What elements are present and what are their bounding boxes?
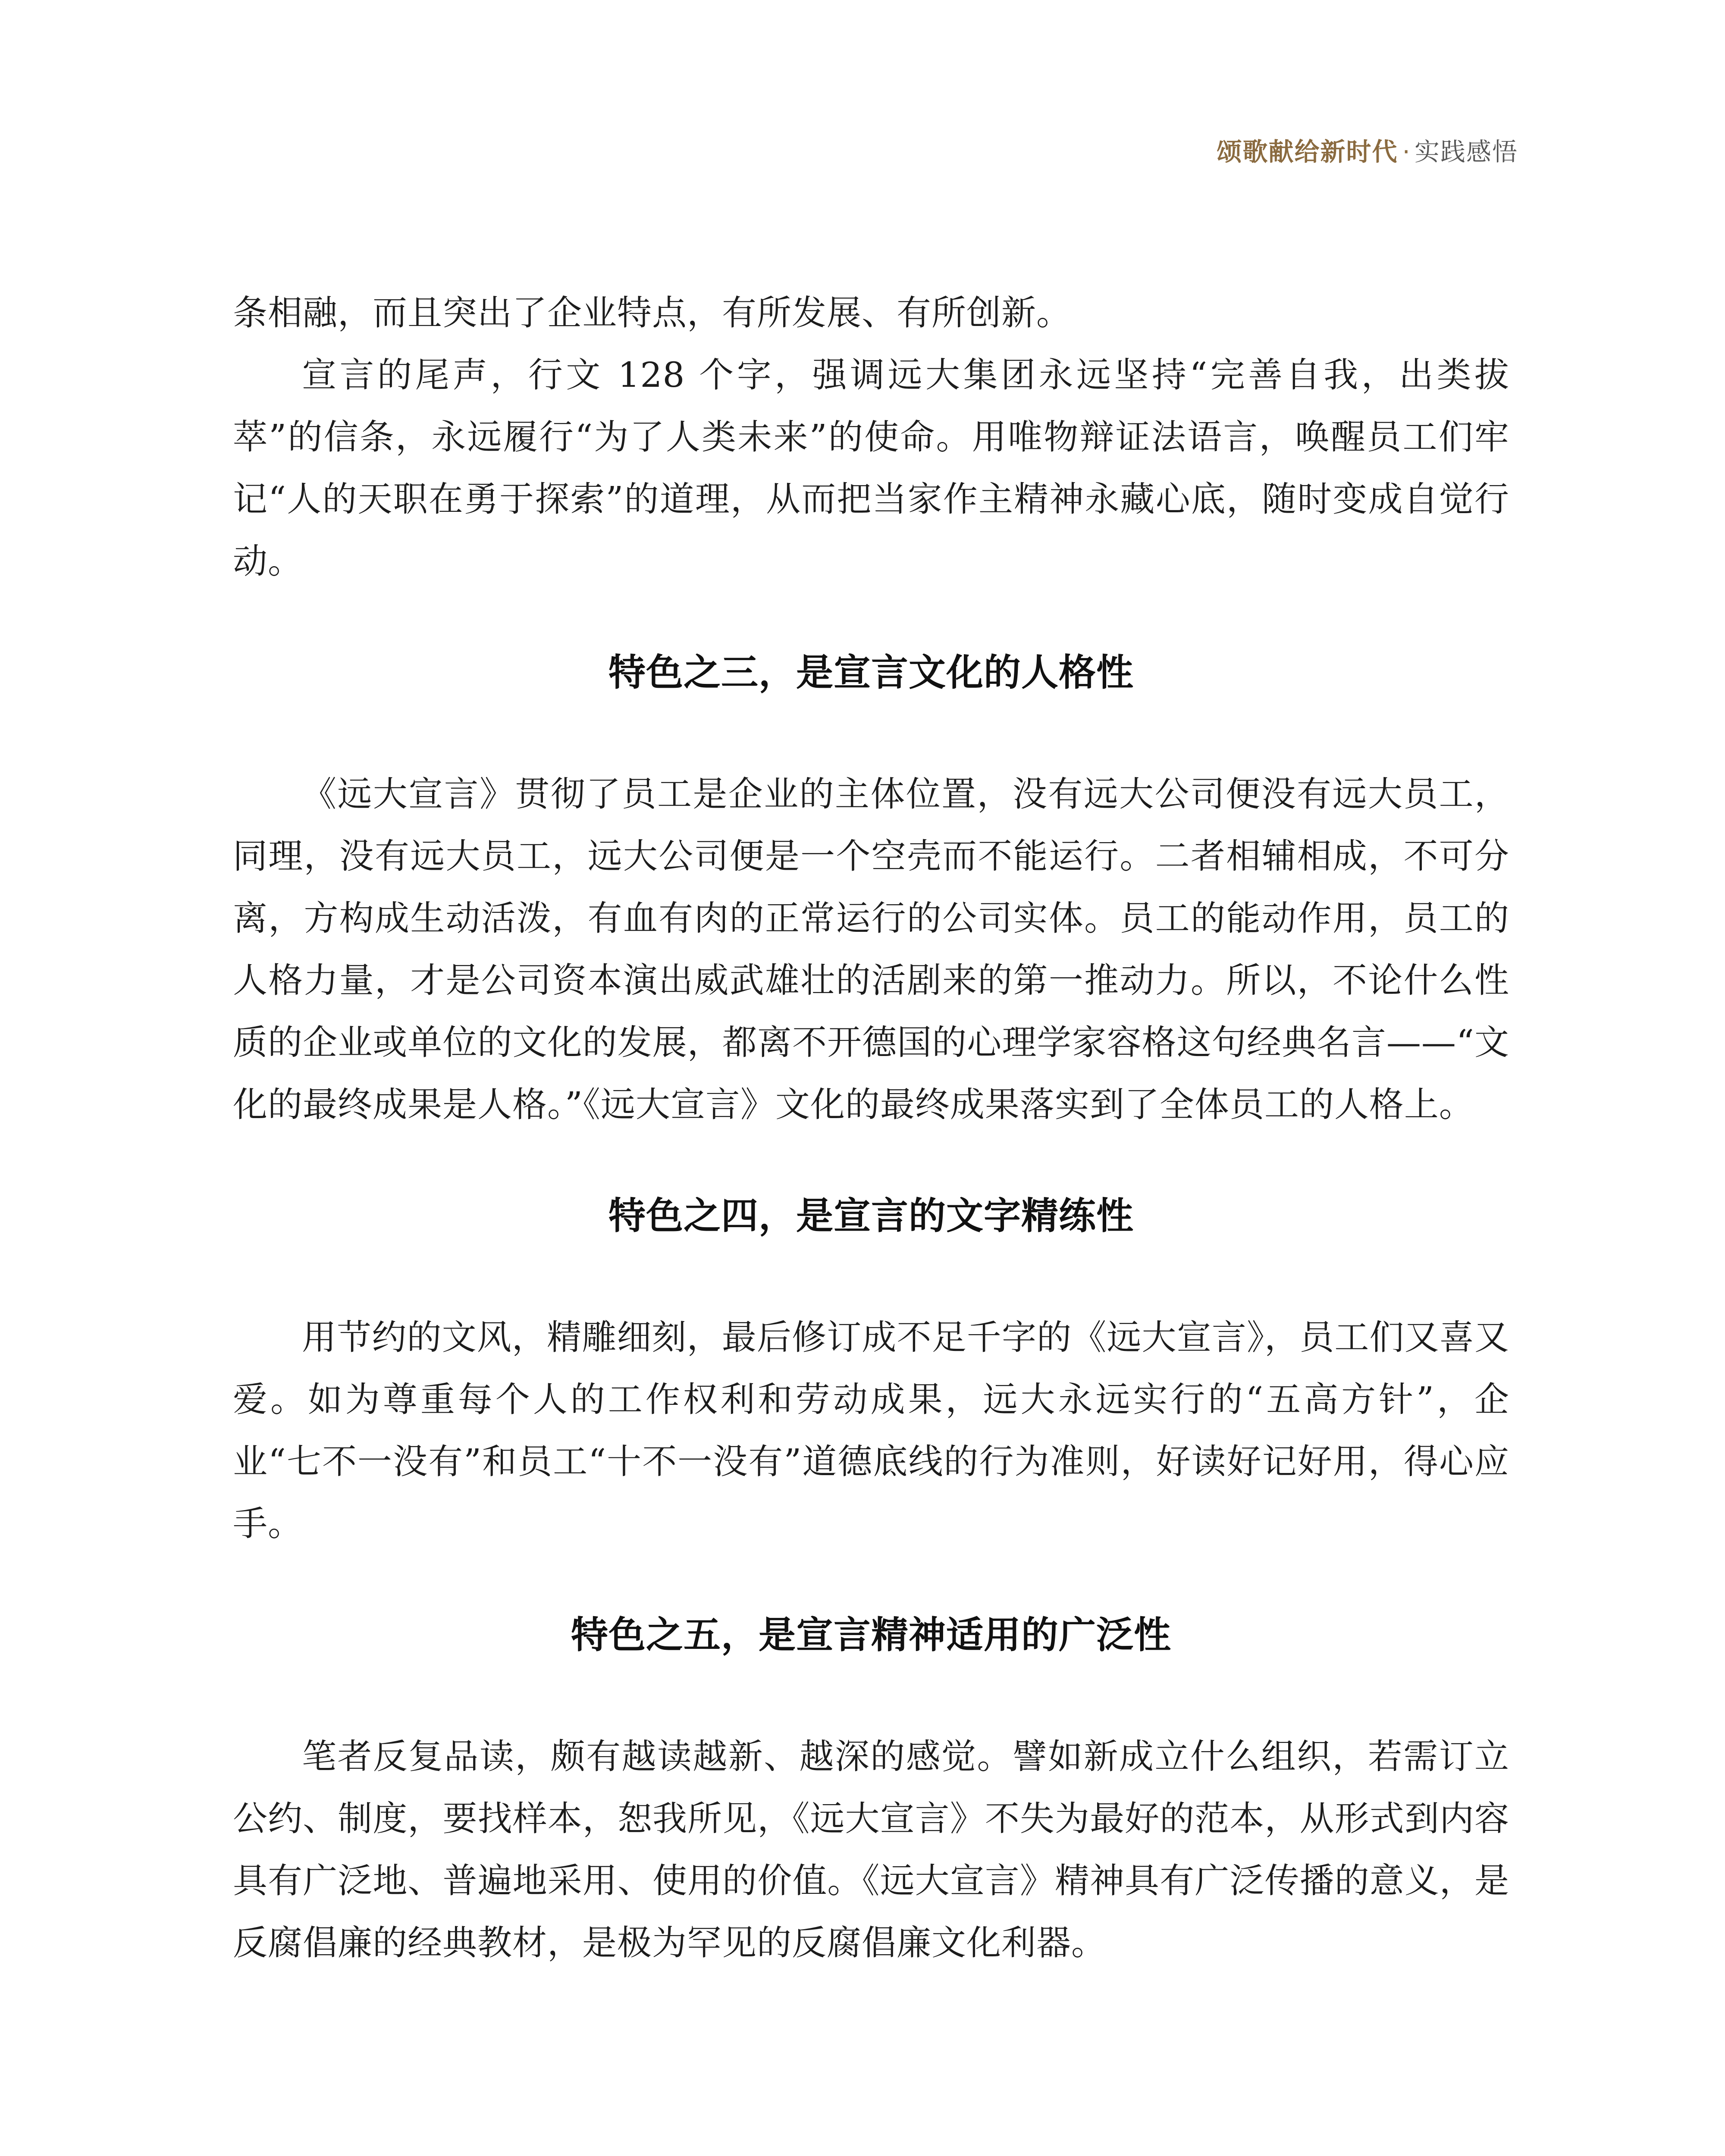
- section-heading-5: 特色之五，是宣言精神适用的广泛性: [571, 1614, 1171, 1657]
- paragraph-continued: 条相融，而且突出了企业特点，有所发展、有所创新。: [233, 293, 1071, 333]
- section-body-4: 用节约的文风，精雕细刻，最后修订成不足千字的《远大宣言》，员工们又喜又爱。如为尊重每个人的工作权利和劳动成果，远大永远实行的“五高方针”，企业“七不一没有”和员工“十不一没有”道德底线的行为准则，好读好记好用，得心应手。: [233, 1317, 1509, 1544]
- paragraph-declaration-ending: 宣言的尾声，行文 128 个字，强调远大集团永远坚持“完善自我，出类拔萃”的信条，永远履行“为了人类未来”的使命。用唯物辩证法语言，唤醒员工们牢记“人的天职在勇于探索”的道理，从而把当家作主精神永藏心底，随时变成自觉行动。: [233, 355, 1509, 581]
- section-body-5: 笔者反复品读，颇有越读越新、越深的感觉。譬如新成立什么组织，若需订立公约、制度，要找样本，恕我所见，《远大宣言》不失为最好的范本，从形式到内容具有广泛地、普遍地采用、使用的价值。《远大宣言》精神具有广泛传播的意义，是反腐倡廉的经典教材，是极为罕见的反腐倡廉文化利器。: [233, 1736, 1509, 1963]
- section-title: 实践感悟: [1414, 137, 1518, 166]
- section-heading-3: 特色之三，是宣言文化的人格性: [608, 651, 1134, 694]
- section-heading-4: 特色之四，是宣言的文字精练性: [608, 1194, 1134, 1238]
- page-body: [233, 282, 1509, 1974]
- book-title: 颂歌献给新时代: [1217, 137, 1398, 166]
- header-separator: ·: [1402, 137, 1410, 166]
- section-body-3: 《远大宣言》贯彻了员工是企业的主体位置，没有远大公司便没有远大员工，同理，没有远大员工，远大公司便是一个空壳而不能运行。二者相辅相成，不可分离，方构成生动活泼，有血有肉的正常运行的公司实体。员工的能动作用，员工的人格力量，才是公司资本演出威武雄壮的活剧来的第一推动力。所以，不论什么性质的企业或单位的文化的发展，都离不开德国的心理学家容格这句经典名言——“文化的最终成果是人格。”《远大宣言》文化的最终成果落实到了全体员工的人格上。: [233, 774, 1509, 1125]
- running-header: [1217, 135, 1518, 169]
